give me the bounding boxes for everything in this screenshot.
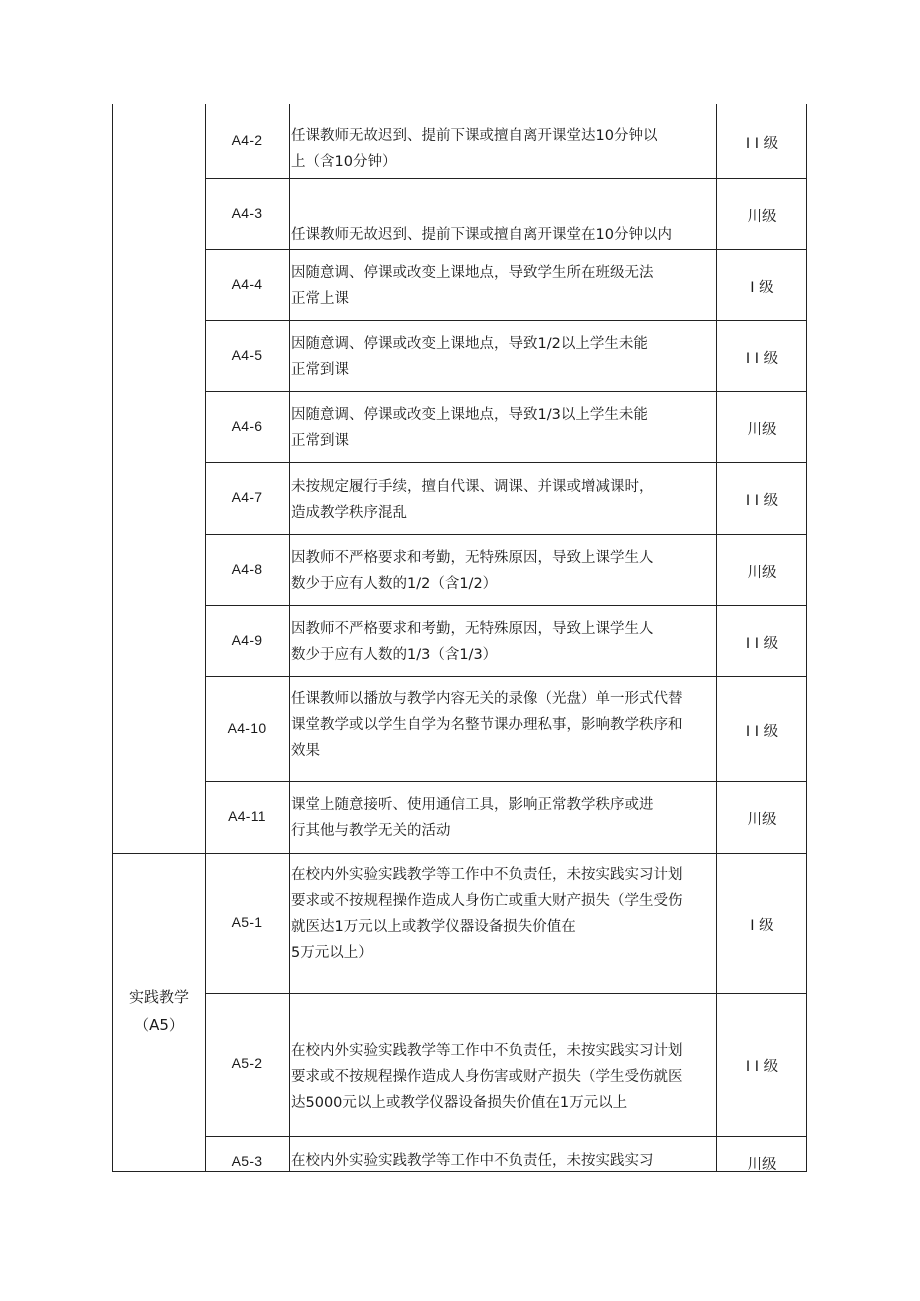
row-code: A4-4: [231, 276, 263, 292]
row-description: [291, 686, 721, 764]
row-level: I 级: [750, 280, 774, 296]
row-level: I I 级: [745, 493, 779, 509]
row-level: I I 级: [745, 1059, 779, 1075]
description-line: 在校内外实验实践教学等工作中不负责任，未按实践实习: [291, 1153, 654, 1169]
row-level: 川级: [747, 209, 777, 225]
row-level: I I 级: [745, 724, 779, 740]
row-divider: [205, 676, 807, 677]
row-description: [291, 331, 721, 383]
row-code: A4-6: [231, 418, 263, 434]
row-divider: [205, 781, 807, 782]
description-line: 正常到课: [291, 362, 349, 378]
description-line: 课堂上随意接听、使用通信工具，影响正常教学秩序或进: [291, 797, 654, 813]
row-description: [291, 123, 721, 175]
description-line: 未按规定履行手续，擅自代课、调课、并课或增减课时，: [291, 479, 654, 495]
description-line: 就医达1万元以上或教学仪器设备损失价值在: [291, 919, 576, 935]
row-description: [291, 402, 721, 454]
description-line: 因随意调、停课或改变上课地点，导致学生所在班级无法: [291, 265, 654, 281]
description-line: 要求或不按规程操作造成人身伤害或财产损失（学生受伤就医: [291, 1069, 683, 1085]
table-col-divider-2: [289, 104, 290, 1172]
description-line: 要求或不按规程操作造成人身伤亡或重大财产损失（学生受伤: [291, 893, 683, 909]
description-line: 上（含10分钟）: [291, 154, 397, 170]
row-level: I I 级: [745, 136, 779, 152]
description-line: 任课教师无故迟到、提前下课或擅自离开课堂达10分钟以: [291, 128, 658, 144]
description-line: 因随意调、停课或改变上课地点，导致1/3以上学生未能: [291, 407, 648, 423]
row-level: I I 级: [745, 351, 779, 367]
description-line: 在校内外实验实践教学等工作中不负责任，未按实践实习计划: [291, 867, 683, 883]
row-description: [291, 222, 721, 248]
row-level: 川级: [747, 812, 777, 828]
row-divider: [205, 1136, 807, 1137]
row-description: [291, 545, 721, 597]
row-level: 川级: [747, 1157, 777, 1173]
category-cell: [112, 983, 206, 1039]
row-level: 川级: [747, 565, 777, 581]
row-code: A4-3: [231, 205, 263, 221]
row-description: [291, 474, 721, 526]
description-line: 造成教学秩序混乱: [291, 505, 407, 521]
row-code: A4-5: [231, 347, 263, 363]
row-description: [291, 862, 721, 966]
description-line: 任课教师无故迟到、提前下课或擅自离开课堂在10分钟以内: [291, 227, 672, 243]
row-divider: [205, 391, 807, 392]
row-divider: [205, 178, 807, 179]
category-name: 实践教学: [128, 988, 189, 1006]
row-divider-category: [112, 853, 807, 854]
row-description: [291, 792, 721, 844]
row-code: A5-1: [231, 914, 263, 930]
description-line: 因教师不严格要求和考勤，无特殊原因，导致上课学生人: [291, 621, 654, 637]
row-description: [291, 616, 721, 668]
description-line: 正常上课: [291, 291, 349, 307]
description-line: 效果: [291, 743, 320, 759]
row-code: A4-10: [227, 720, 267, 736]
row-divider: [205, 462, 807, 463]
row-level: I 级: [750, 918, 774, 934]
description-line: 正常到课: [291, 433, 349, 449]
description-line: 因教师不严格要求和考勤，无特殊原因，导致上课学生人: [291, 550, 654, 566]
row-code: A4-8: [231, 561, 263, 577]
row-code: A4-2: [231, 132, 263, 148]
row-code: A4-7: [231, 489, 263, 505]
description-line: 行其他与教学无关的活动: [291, 823, 451, 839]
row-code: A5-3: [231, 1153, 263, 1169]
row-code: A4-11: [228, 808, 266, 824]
description-line: 数少于应有人数的1/3（含1/3）: [291, 647, 498, 663]
description-line: 5万元以上）: [291, 945, 373, 961]
row-level: 川级: [747, 422, 777, 438]
row-divider: [205, 534, 807, 535]
row-description: [291, 1038, 721, 1116]
row-divider: [205, 320, 807, 321]
category-code: （A5）: [134, 1016, 184, 1034]
row-divider: [205, 605, 807, 606]
description-line: 任课教师以播放与教学内容无关的录像（光盘）单一形式代替: [291, 691, 683, 707]
description-line: 因随意调、停课或改变上课地点，导致1/2以上学生未能: [291, 336, 648, 352]
row-divider: [205, 993, 807, 994]
row-description: [291, 260, 721, 312]
description-line: 课堂教学或以学生自学为名整节课办理私事，影响教学秩序和: [291, 717, 683, 733]
row-divider: [205, 249, 807, 250]
row-description: [291, 1148, 721, 1174]
row-code: A4-9: [231, 632, 263, 648]
description-line: 达5000元以上或教学仪器设备损失价值在1万元以上: [291, 1095, 628, 1111]
row-level: I I 级: [745, 636, 779, 652]
row-code: A5-2: [231, 1055, 263, 1071]
description-line: 数少于应有人数的1/2（含1/2）: [291, 576, 498, 592]
description-line: 在校内外实验实践教学等工作中不负责任，未按实践实习计划: [291, 1043, 683, 1059]
